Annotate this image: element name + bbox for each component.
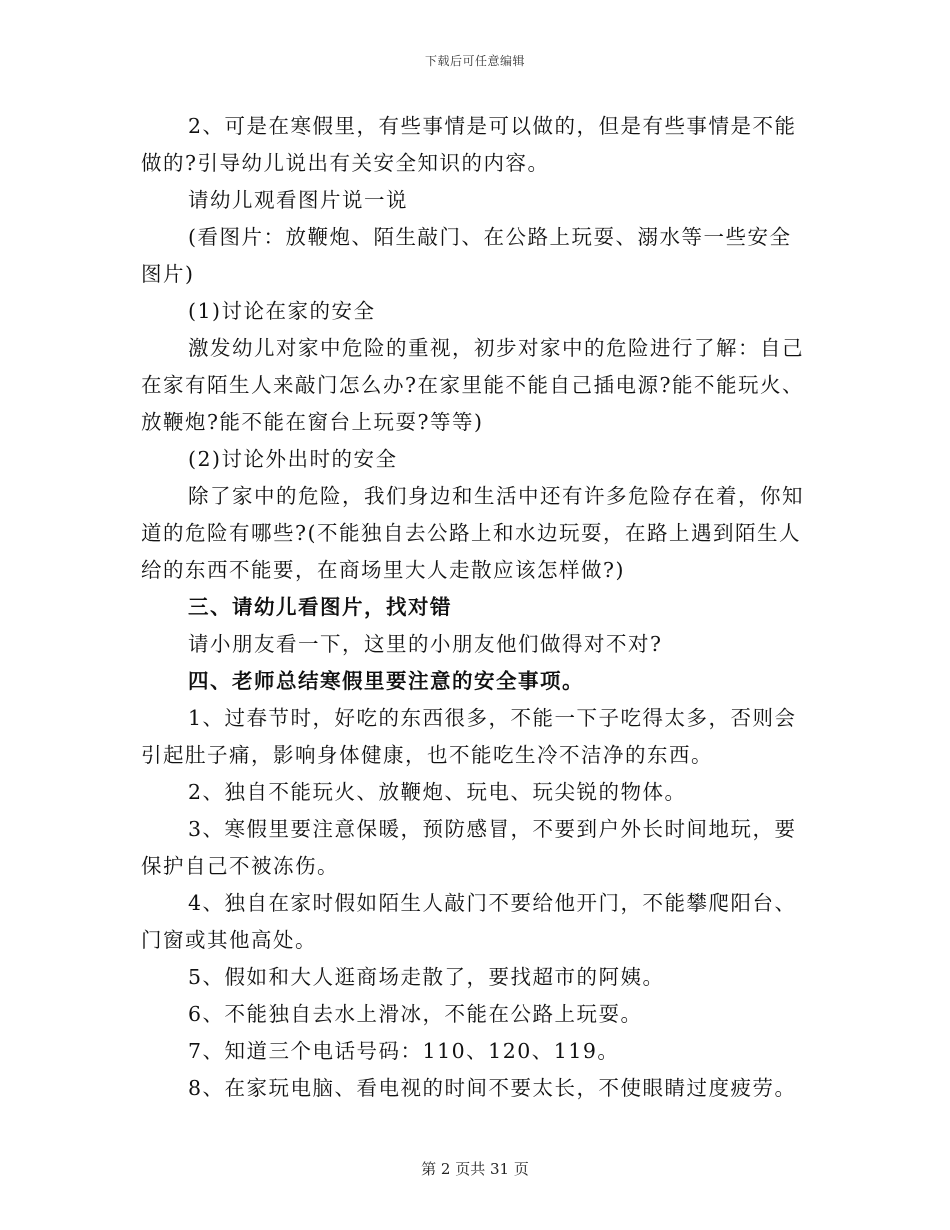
paragraph-home-safety-body: 激发幼儿对家中危险的重视，初步对家中的危险进行了解：自己在家有陌生人来敲门怎么办?在家里能不能自己插电源?能不能玩火、放鞭炮?能不能在窗台上玩耍?等等) <box>141 336 804 434</box>
section-heading-four: 四、老师总结寒假里要注意的安全事项。 <box>188 669 584 693</box>
list-item-5: 5、假如和大人逛商场走散了，要找超市的阿姨。 <box>188 965 665 989</box>
paragraph-home-safety-heading: (1)讨论在家的安全 <box>188 299 376 323</box>
list-item-6: 6、不能独自去水上滑冰，不能在公路上玩耍。 <box>188 1002 643 1026</box>
paragraph-look-pictures: 请幼儿观看图片说一说 <box>188 188 408 212</box>
paragraph-outdoor-safety-heading: (2)讨论外出时的安全 <box>188 447 398 471</box>
list-item-4: 4、独自在家时假如陌生人敲门不要给他开门，不能攀爬阳台、门窗或其他高处。 <box>141 891 797 952</box>
list-item-8: 8、在家玩电脑、看电视的时间不要太长，不使眼睛过度疲劳。 <box>188 1076 797 1100</box>
list-item-2: 2、独自不能玩火、放鞭炮、玩电、玩尖锐的物体。 <box>188 780 687 804</box>
paragraph-picture-list: (看图片：放鞭炮、陌生敲门、在公路上玩耍、溺水等一些安全图片) <box>141 225 792 286</box>
list-item-1: 1、过春节时，好吃的东西很多，不能一下子吃得太多，否则会引起肚子痛，影响身体健康，也不能吃生冷不洁净的东西。 <box>141 706 797 767</box>
page-footer: 第 2 页共 31 页 <box>421 1160 529 1178</box>
paragraph-check-right-wrong: 请小朋友看一下，这里的小朋友他们做得对不对? <box>188 632 663 656</box>
document-body <box>141 108 813 1107</box>
list-item-3: 3、寒假里要注意保暖，预防感冒，不要到户外长时间地玩，要保护自己不被冻伤。 <box>141 817 797 878</box>
list-item-7: 7、知道三个电话号码：110、120、119。 <box>188 1039 620 1063</box>
page-header: 下载后可任意编辑 <box>424 54 525 68</box>
paragraph-item-2-intro: 2、可是在寒假里，有些事情是可以做的，但是有些事情是不能做的?引导幼儿说出有关安全知识的内容。 <box>141 114 797 175</box>
section-heading-three: 三、请幼儿看图片，找对错 <box>188 595 452 619</box>
paragraph-outdoor-safety-body: 除了家中的危险，我们身边和生活中还有许多危险存在着，你知道的危险有哪些?(不能独自去公路上和水边玩耍，在路上遇到陌生人给的东西不能要，在商场里大人走散应该怎样做?) <box>141 484 804 582</box>
